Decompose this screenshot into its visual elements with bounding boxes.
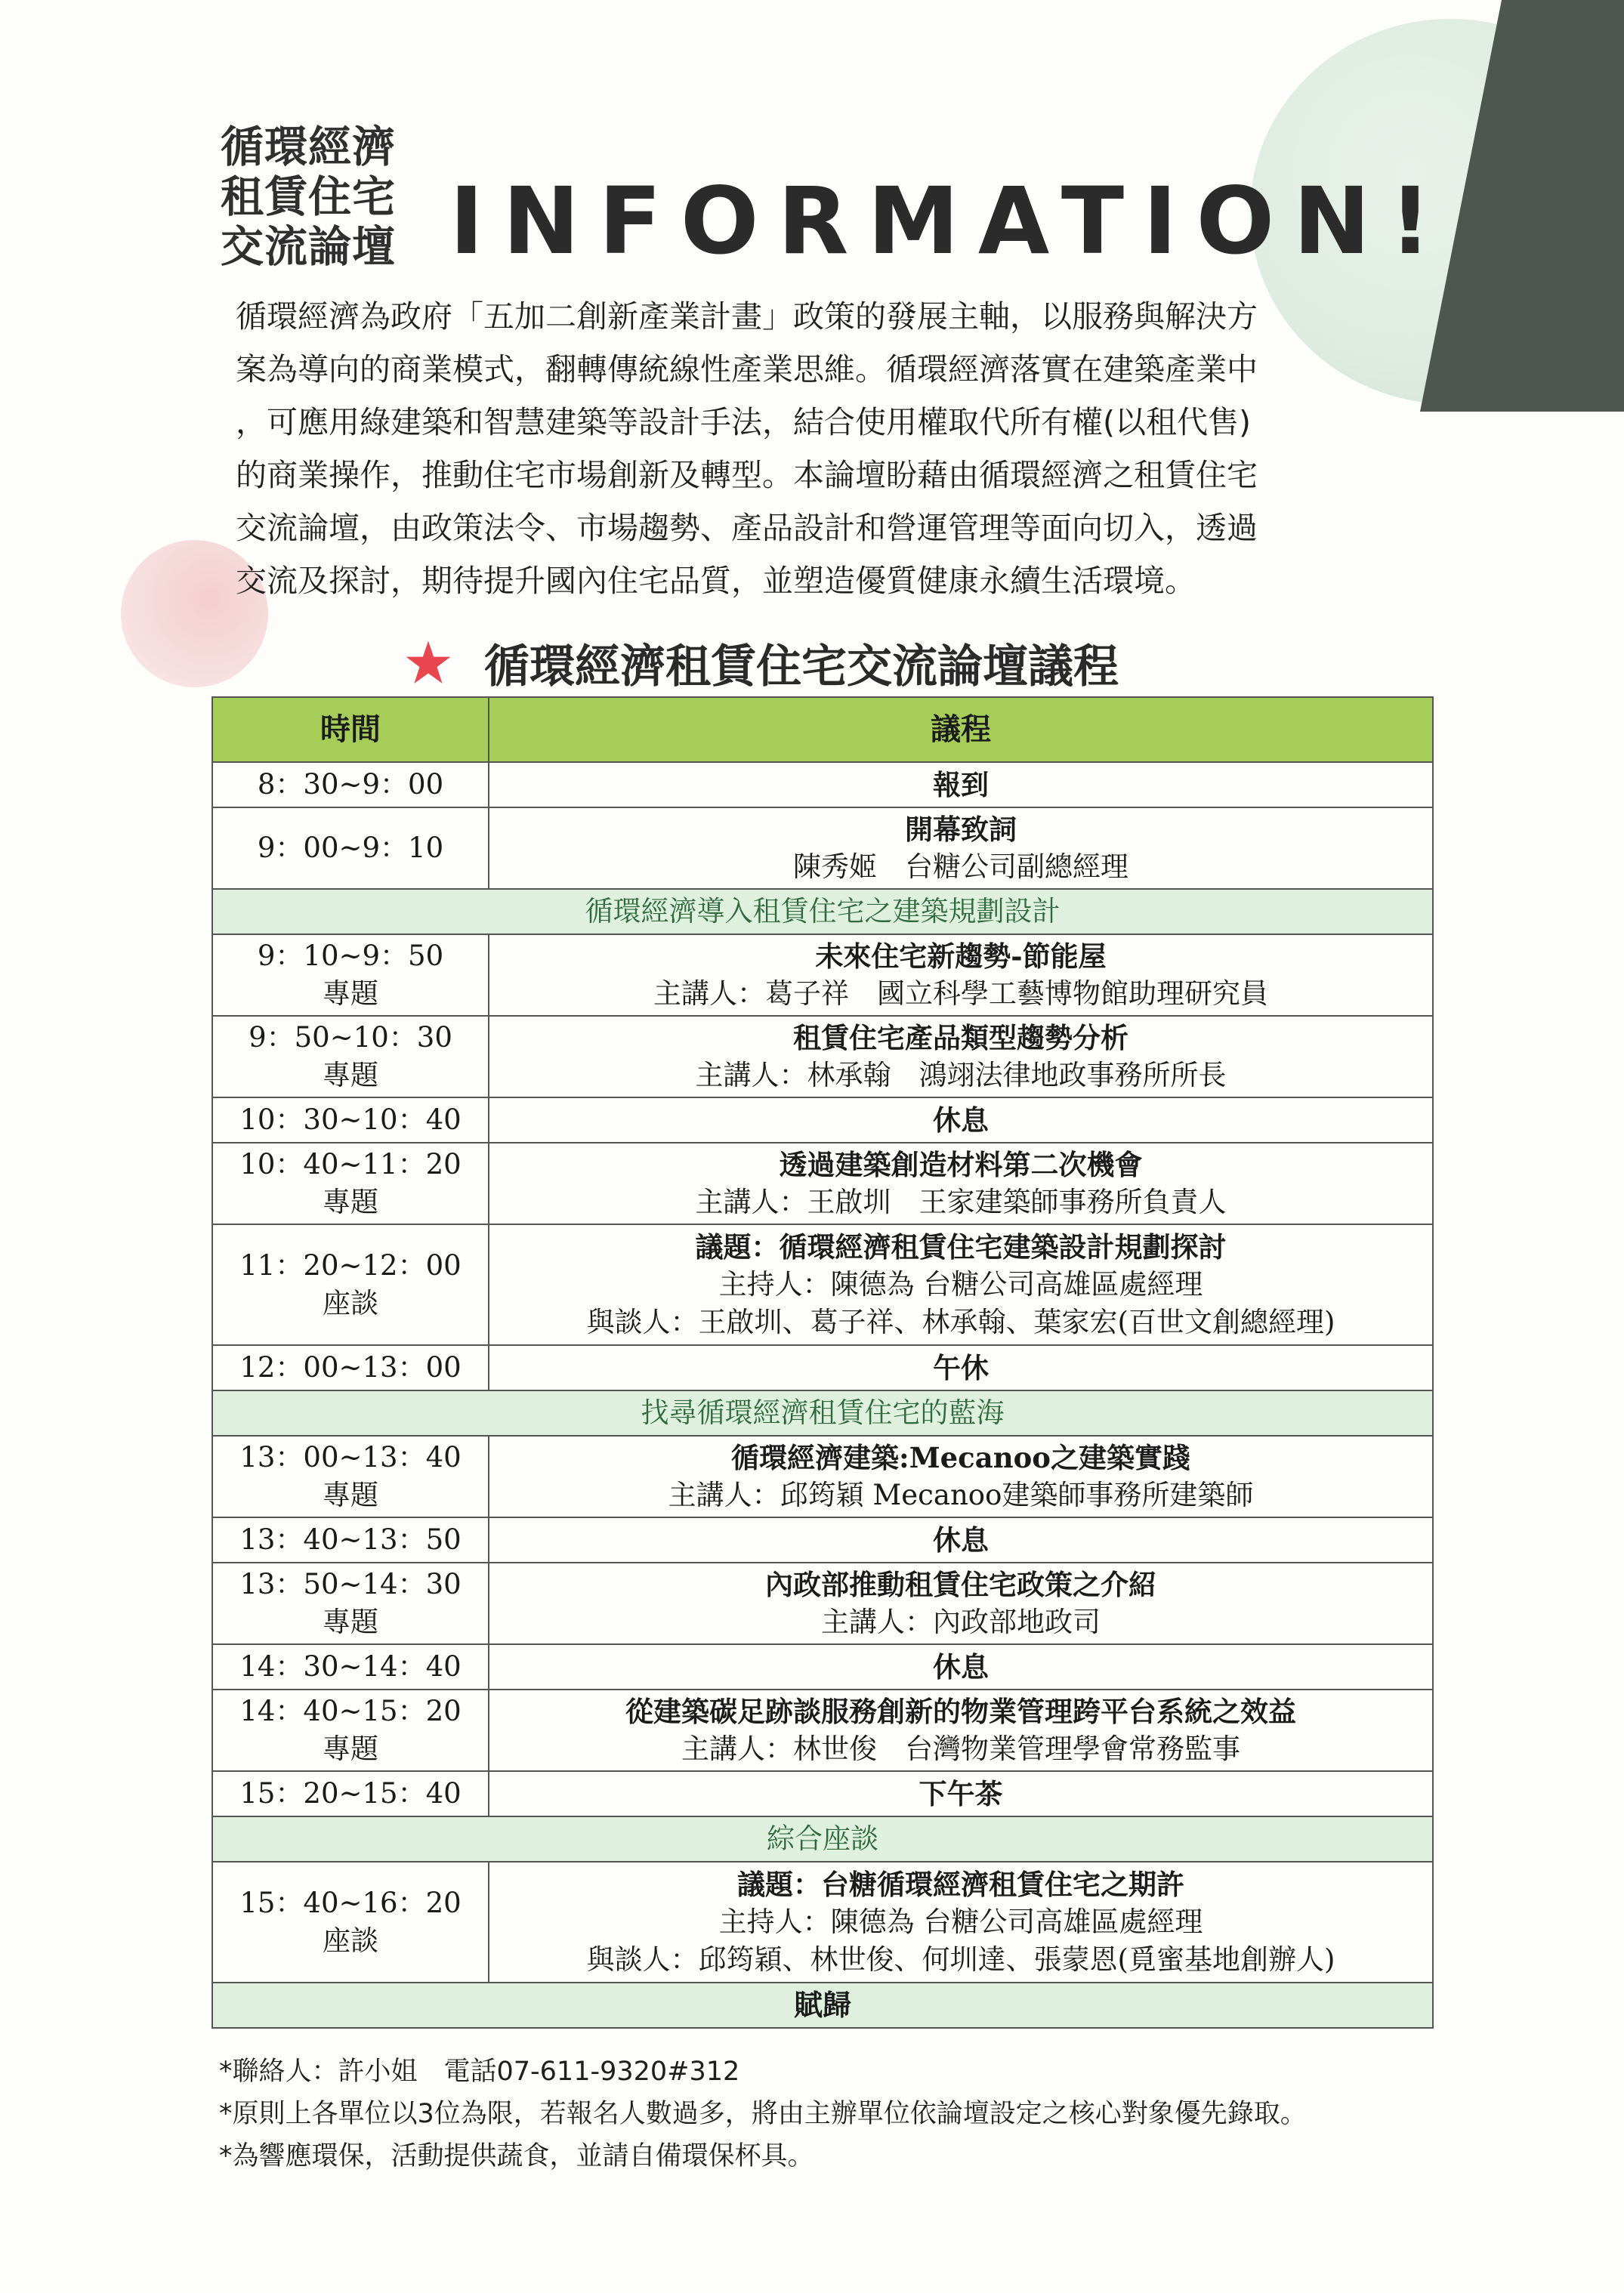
- program-title: 內政部推動租賃住宅政策之介紹: [765, 1568, 1156, 1601]
- session-type: 專題: [323, 1479, 378, 1511]
- time-text: 8：30~9：00: [257, 768, 444, 801]
- time-text: 9：00~9：10: [257, 832, 444, 864]
- quota-note: *原則上各單位以3位為限，若報名人數過多，將由主辦單位依論壇設定之核心對象優先錄取。: [219, 2099, 1307, 2129]
- program-title: 租賃住宅產品類型趨勢分析: [793, 1021, 1128, 1054]
- table-row: [212, 1690, 1433, 1771]
- program-cell: [489, 1517, 1433, 1563]
- contact-note: *聯絡人：許小姐 電話07-611-9320#312: [219, 2057, 740, 2087]
- program-cell: [489, 1862, 1433, 1983]
- time-cell: [212, 1097, 489, 1143]
- section-heading: 綜合座談: [212, 1816, 1433, 1862]
- program-title: 休息: [933, 1103, 989, 1137]
- program-title: 下午茶: [919, 1777, 1003, 1810]
- time-cell: [212, 1436, 489, 1517]
- program-cell: [489, 1016, 1433, 1097]
- time-cell: [212, 1644, 489, 1690]
- time-cell: [212, 1016, 489, 1097]
- program-detail: 主講人：林承翰 鴻翊法律地政事務所所長: [695, 1059, 1227, 1091]
- footnotes: [219, 2051, 1307, 2177]
- program-cell: [489, 1345, 1433, 1390]
- program-cell: [489, 1690, 1433, 1771]
- eco-note: *為響應環保，活動提供蔬食，並請自備環保杯具。: [219, 2141, 814, 2171]
- time-text: 9：50~10：30: [249, 1021, 452, 1054]
- program-detail: 主講人：邱筠穎 Mecanoo建築師事務所建築師: [668, 1479, 1254, 1511]
- program-title: 未來住宅新趨勢-節能屋: [815, 940, 1107, 973]
- time-cell: [212, 1862, 489, 1983]
- table-row: [212, 1345, 1433, 1390]
- program-detail: 主講人：王啟圳 王家建築師事務所負責人: [695, 1186, 1227, 1218]
- time-cell: [212, 1143, 489, 1224]
- table-row: [212, 762, 1433, 807]
- program-cell: [489, 1644, 1433, 1690]
- time-cell: [212, 1771, 489, 1816]
- intro-line: 交流及探討，期待提升國內住宅品質，並塑造優質健康永續生活環境。: [236, 563, 1196, 599]
- time-text: 10：40~11：20: [239, 1148, 462, 1180]
- session-type: 座談: [323, 1924, 378, 1957]
- program-title: 報到: [933, 768, 989, 801]
- intro-line: 交流論壇，由政策法令、市場趨勢、產品設計和營運管理等面向切入，透過: [236, 510, 1258, 546]
- time-cell: [212, 1224, 489, 1345]
- intro-line: 循環經濟為政府「五加二創新產業計畫」政策的發展主軸，以服務與解決方: [236, 298, 1258, 335]
- section-row: [212, 889, 1433, 934]
- time-text: 15：20~15：40: [239, 1777, 462, 1810]
- program-title: 循環經濟建築:Mecanoo之建築實踐: [731, 1441, 1190, 1474]
- time-text: 14：30~14：40: [239, 1650, 462, 1683]
- agenda-table: [211, 696, 1434, 2029]
- session-type: 專題: [323, 1059, 378, 1091]
- time-text: 9：10~9：50: [257, 940, 444, 972]
- time-text: 15：40~16：20: [239, 1887, 462, 1919]
- program-detail: 主講人：內政部地政司: [821, 1606, 1101, 1638]
- program-detail: 主講人：葛子祥 國立科學工藝博物館助理研究員: [653, 977, 1268, 1010]
- time-cell: [212, 1690, 489, 1771]
- header-program: 議程: [489, 697, 1433, 762]
- table-row: [212, 1016, 1433, 1097]
- program-cell: [489, 1771, 1433, 1816]
- forum-logo: [221, 122, 418, 272]
- header-time: 時間: [212, 697, 489, 762]
- table-row: [212, 1563, 1433, 1644]
- time-cell: [212, 1345, 489, 1390]
- program-detail: 主講人：林世俊 台灣物業管理學會常務監事: [681, 1733, 1240, 1765]
- program-title: 開幕致詞: [905, 813, 1017, 846]
- time-cell: [212, 762, 489, 807]
- program-detail: 陳秀姬 台糖公司副總經理: [793, 850, 1128, 883]
- agenda-heading: [404, 633, 1119, 693]
- time-cell: [212, 934, 489, 1016]
- logo-line: 交流論壇: [221, 222, 396, 272]
- program-title: 午休: [933, 1351, 989, 1384]
- closing-text: 賦歸: [212, 1983, 1433, 2028]
- table-row: [212, 1644, 1433, 1690]
- time-text: 11：20~12：00: [239, 1249, 462, 1282]
- time-text: 14：40~15：20: [239, 1695, 462, 1727]
- session-type: 專題: [323, 1606, 378, 1638]
- table-row: [212, 807, 1433, 889]
- section-heading: 找尋循環經濟租賃住宅的藍海: [212, 1390, 1433, 1436]
- program-cell: [489, 1436, 1433, 1517]
- time-text: 13：50~14：30: [239, 1568, 462, 1600]
- logo-line: 租賃住宅: [221, 172, 396, 222]
- program-title: 休息: [933, 1523, 989, 1557]
- program-title: 透過建築創造材料第二次機會: [779, 1148, 1143, 1181]
- intro-line: 的商業操作，推動住宅市場創新及轉型。本論壇盼藉由循環經濟之租賃住宅: [236, 457, 1258, 493]
- agenda-title: 循環經濟租賃住宅交流論壇議程: [484, 640, 1119, 693]
- table-header-row: [212, 697, 1433, 762]
- program-cell: [489, 1224, 1433, 1345]
- section-row: [212, 1390, 1433, 1436]
- time-text: 13：00~13：40: [239, 1441, 462, 1474]
- program-cell: [489, 1143, 1433, 1224]
- program-detail: 主持人：陳德為 台糖公司高雄區處經理: [718, 1906, 1203, 1938]
- table-row: [212, 1862, 1433, 1983]
- table-row: [212, 1771, 1433, 1816]
- program-cell: [489, 762, 1433, 807]
- section-heading: 循環經濟導入租賃住宅之建築規劃設計: [212, 889, 1433, 934]
- time-cell: [212, 807, 489, 889]
- program-panelists: 與談人：邱筠穎、林世俊、何圳達、張蒙恩(覓蜜基地創辦人): [586, 1943, 1335, 1976]
- table-row: [212, 1143, 1433, 1224]
- program-cell: [489, 807, 1433, 889]
- time-text: 12：00~13：00: [239, 1351, 462, 1384]
- time-text: 10：30~10：40: [239, 1103, 462, 1136]
- session-type: 專題: [323, 1733, 378, 1765]
- intro-line: ，可應用綠建築和智慧建築等設計手法，結合使用權取代所有權(以租代售): [236, 404, 1251, 440]
- program-title: 議題：台糖循環經濟租賃住宅之期許: [737, 1868, 1184, 1901]
- section-row: [212, 1816, 1433, 1862]
- time-cell: [212, 1563, 489, 1644]
- session-type: 座談: [323, 1287, 378, 1319]
- program-cell: [489, 934, 1433, 1016]
- session-type: 專題: [323, 1186, 378, 1218]
- intro-line: 案為導向的商業模式，翻轉傳統線性產業思維。循環經濟落實在建築產業中: [236, 351, 1258, 387]
- program-cell: [489, 1097, 1433, 1143]
- information-title: INFORMATION!: [449, 168, 1450, 275]
- table-row: [212, 1224, 1433, 1345]
- table-row: [212, 934, 1433, 1016]
- session-type: 專題: [323, 977, 378, 1010]
- program-cell: [489, 1563, 1433, 1644]
- table-row: [212, 1436, 1433, 1517]
- intro-paragraph: [236, 290, 1354, 607]
- table-row: [212, 1097, 1433, 1143]
- time-text: 13：40~13：50: [239, 1523, 462, 1556]
- star-icon: [404, 639, 452, 687]
- program-title: 從建築碳足跡談服務創新的物業管理跨平台系統之效益: [625, 1695, 1296, 1728]
- closing-row: [212, 1983, 1433, 2028]
- logo-line: 循環經濟: [221, 122, 396, 172]
- table-row: [212, 1517, 1433, 1563]
- time-cell: [212, 1517, 489, 1563]
- program-panelists: 與談人：王啟圳、葛子祥、林承翰、葉家宏(百世文創總經理): [586, 1306, 1335, 1338]
- program-title: 休息: [933, 1650, 989, 1683]
- program-detail: 主持人：陳德為 台糖公司高雄區處經理: [718, 1268, 1203, 1301]
- program-title: 議題：循環經濟租賃住宅建築設計規劃探討: [695, 1230, 1227, 1264]
